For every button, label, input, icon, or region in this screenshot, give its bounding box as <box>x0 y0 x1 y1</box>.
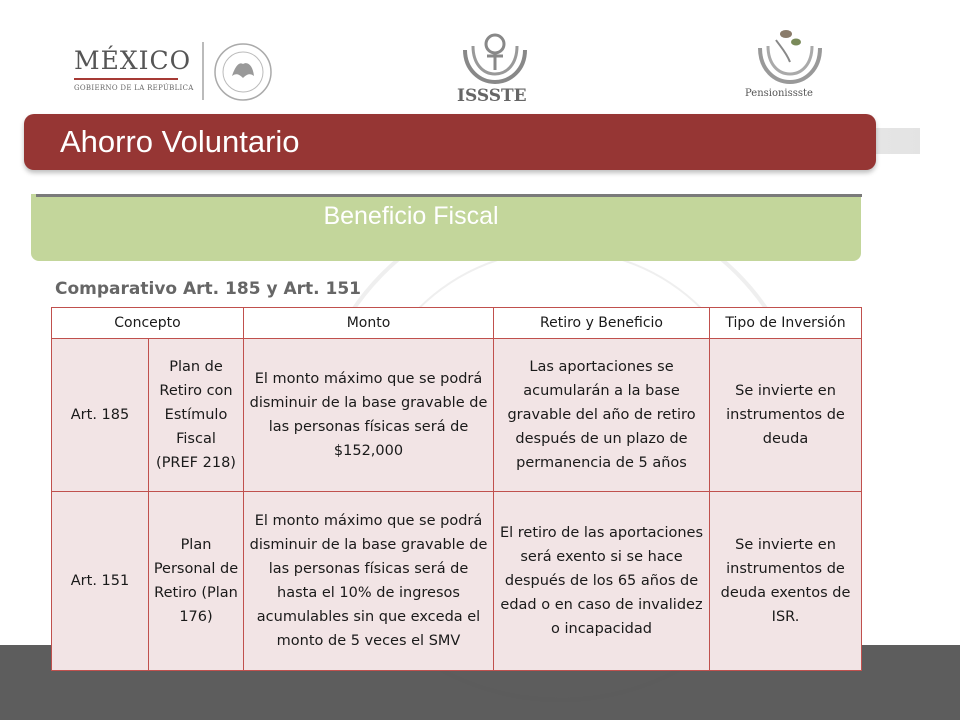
mexico-government-logo <box>70 40 280 102</box>
investment-cell: Se invierte en instrumentos de deuda exentos de ISR. <box>710 492 862 671</box>
logo-separator <box>202 42 204 100</box>
amount-cell: El monto máximo que se podrá disminuir de la base gravable de las personas físicas será de hasta el 10% de ingresos acumulables sin que exceda el monto de 5 veces el SMV <box>244 492 494 671</box>
page-title: Ahorro Voluntario <box>60 124 300 159</box>
subtitle-bar <box>31 194 861 261</box>
title-bar <box>24 114 876 170</box>
issste-logo <box>455 30 535 108</box>
pensionissste-logo <box>740 22 840 108</box>
pensionissste-emblem-icon <box>740 22 840 88</box>
investment-cell: Se invierte en instrumentos de deuda <box>710 339 862 492</box>
column-header: Concepto <box>52 308 244 339</box>
withdrawal-cell: El retiro de las aportaciones será exento si se hace después de los 65 años de edad o en caso de invalidez o incapacidad <box>494 492 710 671</box>
column-header: Monto <box>244 308 494 339</box>
table-row <box>52 339 862 492</box>
mexico-logo-title: MÉXICO <box>74 46 192 75</box>
issste-logo-text: ISSSTE <box>457 86 527 106</box>
table-header-row <box>52 308 862 339</box>
concept-cell: Plan Personal de Retiro (Plan 176) <box>149 492 244 671</box>
column-header: Tipo de Inversión <box>710 308 862 339</box>
mexico-logo-subtitle: GOBIERNO DE LA REPÚBLICA <box>74 84 194 92</box>
comparison-heading: Comparativo Art. 185 y Art. 151 <box>55 279 361 299</box>
column-header: Retiro y Beneficio <box>494 308 710 339</box>
concept-cell: Plan de Retiro con Estímulo Fiscal (PREF 218) <box>149 339 244 492</box>
article-cell: Art. 185 <box>52 339 149 492</box>
section-subtitle: Beneficio Fiscal <box>323 202 499 230</box>
withdrawal-cell: Las aportaciones se acumularán a la base gravable del año de retiro después de un plazo de permanencia de 5 años <box>494 339 710 492</box>
comparison-table <box>51 307 862 671</box>
article-cell: Art. 151 <box>52 492 149 671</box>
mexico-seal-icon <box>212 42 274 102</box>
table-row <box>52 492 862 671</box>
subtitle-bar-topline <box>36 194 862 197</box>
issste-emblem-icon <box>455 30 535 86</box>
mexico-logo-divider <box>74 78 178 80</box>
pensionissste-logo-text: Pensionissste <box>745 88 813 99</box>
amount-cell: El monto máximo que se podrá disminuir de la base gravable de las personas físicas será de $152,000 <box>244 339 494 492</box>
